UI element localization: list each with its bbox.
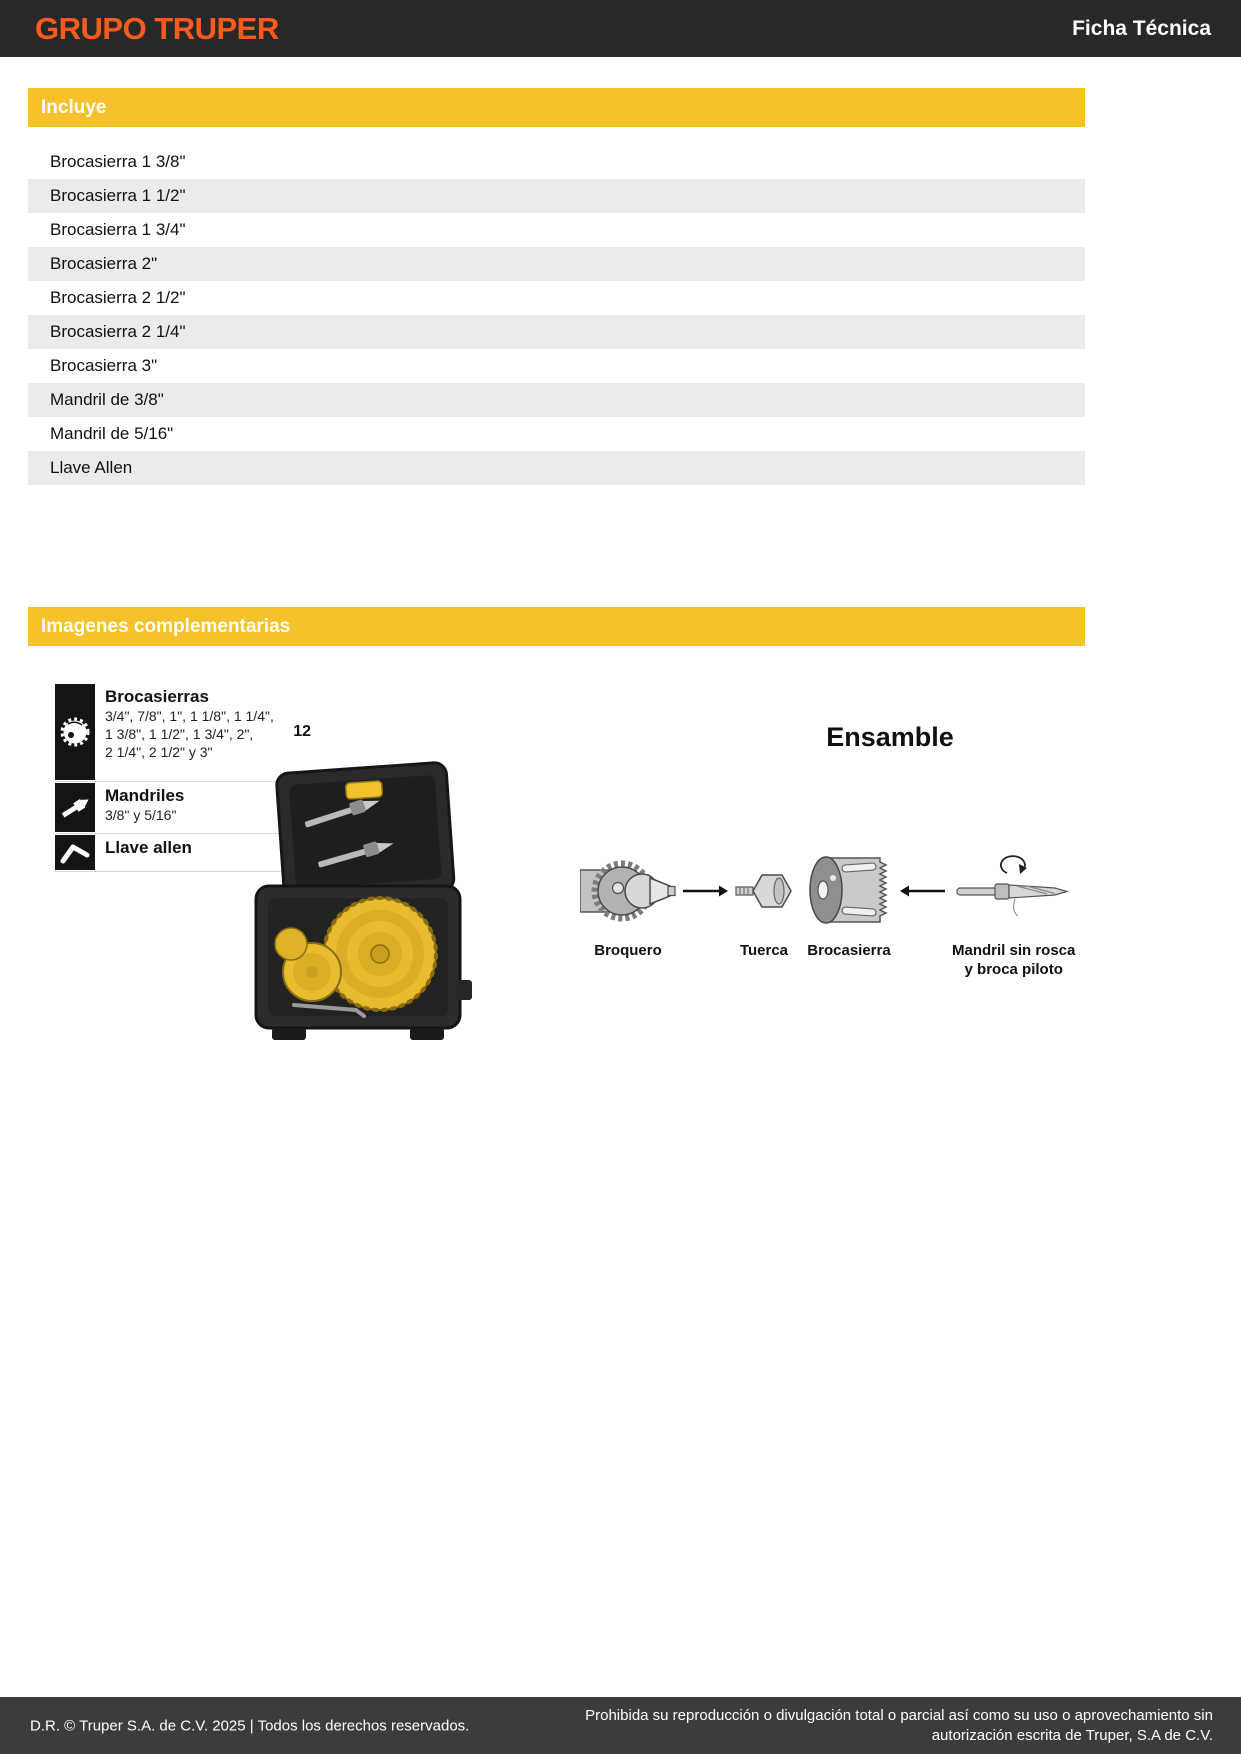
assembly-step-mandril bbox=[952, 850, 1075, 980]
arrow-right-icon bbox=[682, 850, 728, 932]
legal-notice-text: Prohibida su reproducción o divulgación total o parcial así como su uso o aprovechamiento sin autorización escrita de Truper, S.A de C.V. bbox=[585, 1706, 1213, 1744]
drill-chuck-illustration bbox=[580, 850, 676, 932]
allen-key-icon bbox=[55, 835, 95, 870]
assembly-step-brocasierra bbox=[804, 850, 894, 961]
list-item: Llave Allen bbox=[28, 451, 1085, 485]
nut-illustration bbox=[734, 850, 794, 932]
assembly-step-tuerca bbox=[734, 850, 794, 961]
mandrel-icon bbox=[55, 783, 95, 832]
item-name: Mandriles bbox=[105, 786, 185, 805]
footer-bar bbox=[0, 1697, 1241, 1754]
hole-saw-icon bbox=[55, 684, 95, 780]
item-sizes-line: 3/4", 7/8", 1", 1 1/8", 1 1/4", bbox=[105, 707, 274, 724]
list-item: Brocasierra 1 3/4" bbox=[28, 213, 1085, 247]
step-label-line: y broca piloto bbox=[964, 960, 1063, 978]
section-header-incluye: Incluye bbox=[28, 88, 1085, 127]
list-item: Brocasierra 1 1/2" bbox=[28, 179, 1085, 213]
assembly-step-broquero bbox=[580, 850, 676, 961]
list-item: Brocasierra 2 1/2" bbox=[28, 281, 1085, 315]
item-name: Brocasierras bbox=[105, 687, 209, 706]
step-label-line: Mandril sin rosca bbox=[952, 942, 1076, 959]
list-item: Mandril de 3/8" bbox=[28, 383, 1085, 417]
item-quantity: 12 bbox=[293, 723, 311, 740]
step-label bbox=[952, 942, 1075, 980]
header-bar bbox=[0, 0, 1241, 57]
step-label: Tuerca bbox=[739, 942, 789, 959]
list-item: Mandril de 5/16" bbox=[28, 417, 1085, 451]
section-header-imagenes: Imagenes complementarias bbox=[28, 607, 1085, 646]
product-photo-hole-saw-kit bbox=[228, 758, 483, 1058]
document-type-title: Ficha Técnica bbox=[1072, 16, 1211, 40]
list-item: Brocasierra 1 3/8" bbox=[28, 145, 1085, 179]
grupo-truper-logo: GRUPO TRUPER bbox=[35, 10, 279, 46]
item-sizes-line: 3/8" y 5/16" bbox=[105, 806, 177, 823]
item-sizes-line: 1 3/8", 1 1/2", 1 3/4", 2", bbox=[105, 725, 254, 742]
list-item: Brocasierra 2" bbox=[28, 247, 1085, 281]
item-sizes-line: 2 1/4", 2 1/2" y 3" bbox=[105, 743, 213, 760]
list-item: Brocasierra 2 1/4" bbox=[28, 315, 1085, 349]
ensamble-title: Ensamble bbox=[826, 722, 954, 752]
assembly-diagram bbox=[580, 850, 1076, 980]
arrow-left-icon bbox=[900, 850, 946, 932]
incluye-list bbox=[28, 145, 1085, 485]
step-label: Brocasierra bbox=[807, 942, 891, 959]
list-item: Brocasierra 3" bbox=[28, 349, 1085, 383]
step-label: Broquero bbox=[594, 942, 662, 959]
arbor-pilot-bit-illustration bbox=[955, 850, 1073, 932]
item-name: Llave allen bbox=[105, 838, 192, 857]
hole-saw-illustration bbox=[804, 850, 894, 932]
copyright-text: D.R. © Truper S.A. de C.V. 2025 | Todos los derechos reservados. bbox=[30, 1717, 470, 1734]
